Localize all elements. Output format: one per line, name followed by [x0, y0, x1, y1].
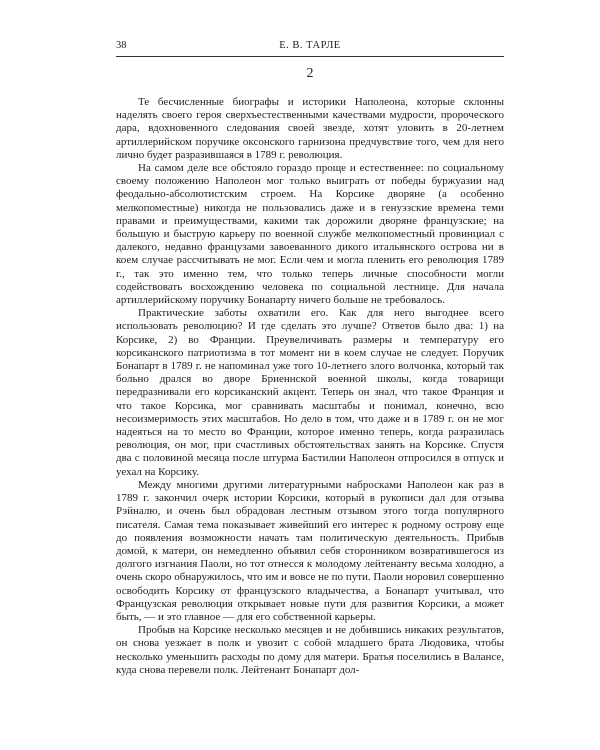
- page-number: 38: [116, 40, 127, 51]
- paragraph: На самом деле все обстояло гораздо проще и естественнее: по социальному своему положению Наполеон мог только выиграть от победы буржуазии над феодально-абсолютистским строем. На Корсике дворяне (а особенно мелкопоместные) никогда не пользовались даже и в генуэзские времена теми правами и преимуществами, какими так дорожили дворяне французские; на большую и быструю карьеру по военной службе мелкопоместный провинциал с далекого, недавно французами завоеванного дикого итальянского острова ни в коем случае рассчитывать не мог. Если чем и могла пленить его революция 1789 г., так это именно тем, что только теперь личные способности могли содействовать восхождению человека по социальной лестнице. Для начала артиллерийскому поручику Бонапарту ничего больше не требовалось.: [116, 162, 504, 307]
- paragraph: Пробыв на Корсике несколько месяцев и не добившись никаких результатов, он снова уезжает в полк и увозит с собой младшего брата Людовика, чтобы несколько уменьшить расходы по дому для матери. Братья поселились в Валансе, куда снова перевели полк. Лейтенант Бонапарт дол-: [116, 624, 504, 676]
- paragraph: Те бесчисленные биографы и историки Наполеона, которые склонны наделять своего героя сверхъестественными качествами мудрости, пророческого дара, вдохновенного следования своей звезде, хотят уловить в 20-летнем артиллерийском поручике оксонского гарнизона предчувствие того, чем для него лично будет разразившаяся в 1789 г. революция.: [116, 96, 504, 161]
- paragraph: Практические заботы охватили его. Как для него выгоднее всего использовать революцию? И где сделать это лучше? Ответов было два: 1) на Корсике, 2) во Франции. Преувеличивать размеры и температуру его корсиканского патриотизма в тот момент ни в коем случае не следует. Поручик Бонапарт в 1789 г. не напоминал уже того 10-летнего злого волчонка, который так больно дрался во дворе Бриеннской военной школы, когда товарищи передразнивали его корсиканский акцент. Теперь он знал, что такое Франция и что такое Корсика, мог сравнивать масштабы и понимал, конечно, всю несоизмеримость этих масштабов. Но дело в том, что даже и в 1789 г. он не мог надеяться на то место во Франции, которое именно теперь, когда разразилась революция, он мог, при счастливых обстоятельствах занять на Корсике. Спустя два с половиной месяца после штурма Бастилии Наполеон отпросился в отпуск и уехал на Корсику.: [116, 307, 504, 478]
- page-header: [116, 40, 504, 57]
- body-text: [116, 96, 504, 677]
- section-number: 2: [306, 66, 314, 81]
- paragraph: Между многими другими литературными набросками Наполеон как раз в 1789 г. закончил очерк истории Корсики, который в рукописи дал для отзыва Рэйналю, и очень был обрадован лестным отзывом этого тогда популярного писателя. Самая тема показывает живейший его интерес к родному острову еще до появления возможности начать там политическую деятельность. Прибыв домой, к матери, он немедленно объявил себя сторонником возвратившегося из долгого изгнания Паоли, но тот отнесся к молодому лейтенанту весьма холодно, а очень скоро обнаружилось, что им и вовсе не по пути. Паоли норовил совершенно освободить Корсику от французского владычества, а Бонапарт учитывал, что Французская революция открывает новые пути для развития Корсики, а может быть, — и это главное — для его собственной карьеры.: [116, 478, 504, 623]
- running-head: Е. В. ТАРЛЕ: [279, 40, 341, 51]
